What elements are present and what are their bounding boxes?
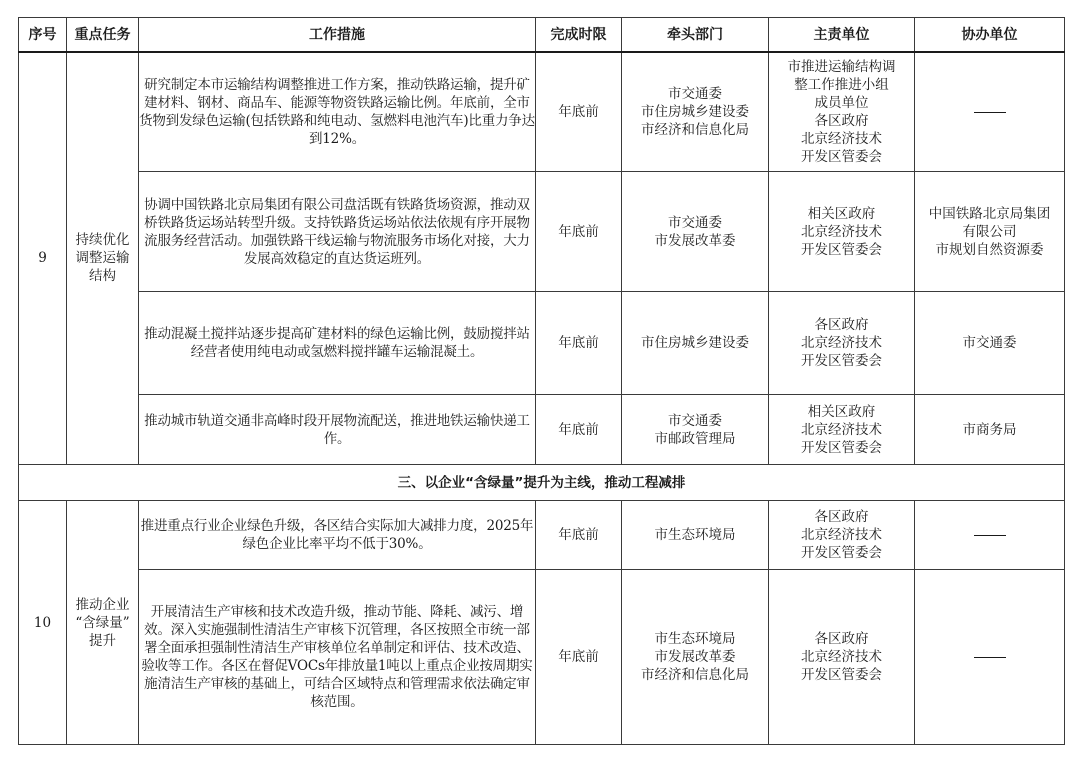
responsible-text: 各区政府 北京经济技术 开发区管委会 bbox=[801, 317, 882, 369]
responsible-cell bbox=[769, 52, 915, 172]
assist-text: 市商务局 bbox=[962, 421, 1017, 438]
table-row bbox=[19, 292, 1065, 395]
responsible-cell bbox=[769, 501, 915, 570]
header-responsible: 主责单位 bbox=[769, 18, 915, 52]
header-task: 重点任务 bbox=[67, 18, 139, 52]
task-text: 推动企业 “含绿量” 提升 bbox=[75, 596, 130, 649]
seq-cell: 10 bbox=[19, 501, 67, 745]
table-header-row bbox=[19, 18, 1065, 52]
measure-cell: 研究制定本市运输结构调整推进工作方案，推动铁路运输，提升矿建材料、钢材、商品车、能源等物资铁路运输比例。年底前，全市货物到发绿色运输(包括铁路和纯电动、氢燃料电池汽车)比重力争达到12%。 bbox=[139, 52, 536, 172]
assist-text: 市交通委 bbox=[962, 335, 1017, 351]
lead-text: 市生态环境局 市发展改革委 市经济和信息化局 bbox=[641, 631, 749, 683]
assist-cell bbox=[915, 501, 1065, 570]
empty-dash bbox=[974, 657, 1006, 658]
responsible-text: 各区政府 北京经济技术 开发区管委会 bbox=[801, 509, 882, 561]
responsible-cell bbox=[769, 395, 915, 465]
lead-cell bbox=[622, 501, 769, 570]
measure-cell: 协调中国铁路北京局集团有限公司盘活既有铁路货场资源，推动双桥铁路货运场站转型升级。支持铁路货运场站依法依规有序开展物流服务经营活动。加强铁路干线运输与物流服务市场化对接，大力发展高效稳定的直达货运班列。 bbox=[139, 172, 536, 292]
assist-cell bbox=[915, 395, 1065, 465]
measure-cell: 开展清洁生产审核和技术改造升级，推动节能、降耗、减污、增效。深入实施强制性清洁生产审核下沉管理，各区按照全市统一部署全面承担强制性清洁生产审核单位名单制定和评估、技术改造、验收等工作。各区在督促VOCs年排放量1吨以上重点企业按周期实施清洁生产审核的基础上，可结合区域特点和管理需求依法确定审核范围。 bbox=[139, 570, 536, 745]
seq-cell: 9 bbox=[19, 52, 67, 465]
task-text: 持续优化 调整运输 结构 bbox=[75, 232, 130, 285]
deadline-cell: 年底前 bbox=[536, 52, 622, 172]
assist-cell bbox=[915, 52, 1065, 172]
measure-cell: 推动混凝土搅拌站逐步提高矿建材料的绿色运输比例，鼓励搅拌站经营者使用纯电动或氢燃料搅拌罐车运输混凝土。 bbox=[139, 292, 536, 395]
lead-cell bbox=[622, 172, 769, 292]
lead-text: 市交通委 市住房城乡建设委 市经济和信息化局 bbox=[641, 85, 749, 138]
lead-text: 市交通委 市邮政管理局 bbox=[654, 412, 736, 447]
table-row bbox=[19, 52, 1065, 172]
responsible-cell bbox=[769, 172, 915, 292]
deadline-cell: 年底前 bbox=[536, 395, 622, 465]
task-cell bbox=[67, 52, 139, 465]
table-row bbox=[19, 395, 1065, 465]
deadline-cell: 年底前 bbox=[536, 172, 622, 292]
task-table bbox=[18, 17, 1065, 745]
deadline-cell: 年底前 bbox=[536, 501, 622, 570]
header-lead: 牵头部门 bbox=[622, 18, 769, 52]
lead-cell bbox=[622, 52, 769, 172]
assist-cell bbox=[915, 172, 1065, 292]
deadline-cell: 年底前 bbox=[536, 570, 622, 745]
responsible-cell bbox=[769, 570, 915, 745]
table-row bbox=[19, 501, 1065, 570]
responsible-text: 相关区政府 北京经济技术 开发区管委会 bbox=[801, 403, 882, 456]
header-deadline: 完成时限 bbox=[536, 18, 622, 52]
responsible-cell bbox=[769, 292, 915, 395]
assist-cell bbox=[915, 292, 1065, 395]
empty-dash bbox=[974, 535, 1006, 536]
measure-cell: 推进重点行业企业绿色升级，各区结合实际加大减排力度，2025年绿色企业比率平均不低于30%。 bbox=[139, 501, 536, 570]
header-measures: 工作措施 bbox=[139, 18, 536, 52]
lead-cell bbox=[622, 292, 769, 395]
assist-text: 中国铁路北京局集团 有限公司 市规划自然资源委 bbox=[928, 205, 1051, 258]
responsible-text: 相关区政府 北京经济技术 开发区管委会 bbox=[801, 205, 882, 258]
empty-dash bbox=[974, 112, 1006, 113]
lead-text: 市交通委 市发展改革委 bbox=[654, 214, 736, 249]
lead-text: 市住房城乡建设委 bbox=[641, 335, 749, 351]
deadline-cell: 年底前 bbox=[536, 292, 622, 395]
section-title: 三、以企业“含绿量”提升为主线，推动工程减排 bbox=[19, 465, 1065, 501]
section-row bbox=[19, 465, 1065, 501]
lead-cell bbox=[622, 570, 769, 745]
lead-cell bbox=[622, 395, 769, 465]
responsible-text: 市推进运输结构调 整工作推进小组 成员单位 各区政府 北京经济技术 开发区管委会 bbox=[787, 58, 896, 165]
header-seq: 序号 bbox=[19, 18, 67, 52]
header-assist: 协办单位 bbox=[915, 18, 1065, 52]
responsible-text: 各区政府 北京经济技术 开发区管委会 bbox=[801, 631, 882, 683]
table-row bbox=[19, 570, 1065, 745]
lead-text: 市生态环境局 bbox=[654, 527, 736, 543]
table-row bbox=[19, 172, 1065, 292]
assist-cell bbox=[915, 570, 1065, 745]
task-cell bbox=[67, 501, 139, 745]
measure-cell: 推动城市轨道交通非高峰时段开展物流配送，推进地铁运输快递工作。 bbox=[139, 395, 536, 465]
